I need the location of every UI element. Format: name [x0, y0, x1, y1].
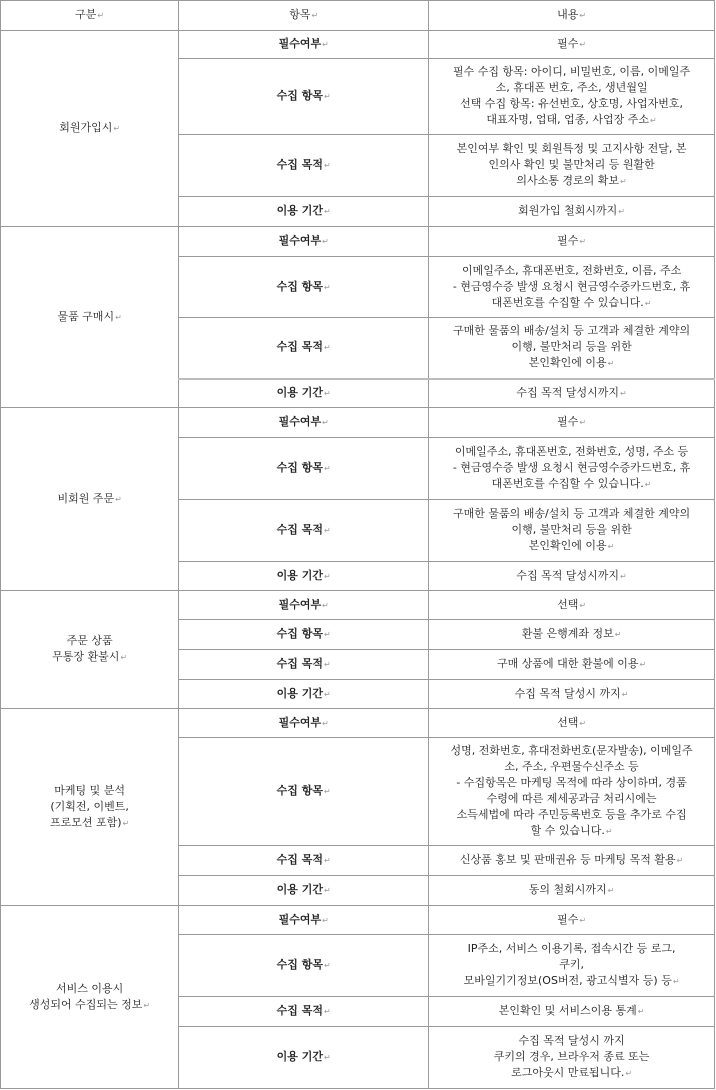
- category-cell: [1, 709, 179, 906]
- category-line: 서비스 이용시: [55, 981, 124, 995]
- item-label-line: 수집 항목↵: [276, 784, 331, 797]
- item-label-line: 필수여부↵: [278, 597, 329, 611]
- item-label-cell: [179, 31, 429, 59]
- content-line: 대폰번호를 수집할 수 있습니다.↵: [491, 477, 652, 490]
- period-value-cell: [429, 1027, 715, 1089]
- item-label-cell: [179, 318, 429, 379]
- content-line: 성명, 전화번호, 휴대전화번호(문자발송), 이메일주: [450, 744, 693, 757]
- item-label-line: 수집 항목↵: [276, 279, 331, 293]
- item-label-cell: [179, 408, 429, 438]
- category-cell: [1, 227, 179, 408]
- purpose-value-cell: [429, 135, 715, 197]
- collect-items-value-cell: [429, 257, 715, 318]
- category-line: 프로모션 포함)↵: [49, 815, 130, 829]
- content-line: 소, 휴대폰 번호, 주소, 생년월일: [495, 81, 648, 94]
- content-line: - 수집항목은 마케팅 목적에 따라 상이하며, 경품: [456, 776, 687, 789]
- content-line: 로그아웃시 만료됩니다.↵: [511, 1066, 633, 1079]
- item-label-line: 필수여부↵: [278, 37, 329, 50]
- table-body: [1, 31, 715, 1089]
- content-line: 이행, 불만처리 등을 위한: [511, 523, 632, 536]
- content-line: 소득세법에 따라 주민등록번호 등을 추가로 수집: [456, 808, 687, 821]
- table-row: [1, 227, 715, 257]
- period-value-cell: [429, 197, 715, 227]
- table-row: [1, 31, 715, 59]
- category-cell: [1, 906, 179, 1089]
- period-value-cell: [429, 876, 715, 906]
- content-line: 수령에 따른 제세공과금 처리시에는: [486, 792, 657, 805]
- content-line: 모바일기기정보(OS버전, 광고식별자 등) 등↵: [463, 974, 680, 987]
- content-line: 필수↵: [557, 37, 587, 50]
- item-label-cell: [179, 197, 429, 227]
- content-line: 선택 수집 항목: 유선번호, 상호명, 사업자번호,: [460, 97, 684, 110]
- table-row: [1, 709, 715, 738]
- item-label-cell: [179, 591, 429, 620]
- content-line: 할 수 있습니다.↵: [530, 824, 613, 837]
- content-line: 본인확인에 이용↵: [528, 539, 615, 552]
- content-line: 수집 목적 달성시 까지: [518, 1034, 625, 1047]
- content-line: 선택↵: [557, 715, 587, 729]
- table-header-row: [1, 1, 715, 31]
- item-label-cell: [179, 620, 429, 650]
- collect-items-value-cell: [429, 620, 715, 650]
- category-line: 생성되어 수집되는 정보↵: [29, 997, 151, 1011]
- header-content: 내용↵: [429, 1, 715, 31]
- item-label-line: 수집 항목↵: [276, 461, 331, 474]
- item-label-cell: [179, 680, 429, 709]
- collect-items-value-cell: [429, 738, 715, 846]
- item-label-cell: [179, 846, 429, 876]
- item-label-line: 수집 목적↵: [276, 1004, 331, 1017]
- content-line: 동의 철회시까지↵: [528, 883, 615, 896]
- content-line: 구매한 물품의 배송/설치 등 고객과 체결한 계약의: [452, 324, 691, 338]
- item-label-cell: [179, 650, 429, 680]
- content-line: 환불 은행계좌 정보↵: [521, 627, 622, 640]
- required-value-cell: [429, 227, 715, 257]
- category-cell: [1, 31, 179, 227]
- content-line: - 현금영수증 발생 요청시 현금영수증카드번호, 휴: [452, 461, 691, 474]
- item-label-line: 수집 목적↵: [276, 340, 331, 354]
- item-label-cell: [179, 59, 429, 135]
- item-label-line: 이용 기간↵: [276, 385, 331, 399]
- required-value-cell: [429, 408, 715, 438]
- purpose-value-cell: [429, 500, 715, 562]
- purpose-value-cell: [429, 318, 715, 379]
- item-label-cell: [179, 935, 429, 997]
- item-label-line: 필수여부↵: [278, 415, 329, 428]
- content-line: 구매한 물품의 배송/설치 등 고객과 체결한 계약의: [452, 507, 691, 520]
- required-value-cell: [429, 591, 715, 620]
- item-label-cell: [179, 135, 429, 197]
- item-label-line: 필수여부↵: [278, 715, 329, 729]
- content-line: 이행, 불만처리 등을 위한: [511, 340, 632, 354]
- header-category: 구분↵: [1, 1, 179, 31]
- collect-items-value-cell: [429, 59, 715, 135]
- purpose-value-cell: [429, 650, 715, 680]
- content-line: 필수↵: [557, 234, 587, 247]
- category-line: 무통장 환불시↵: [52, 650, 128, 663]
- content-line: 수집 목적 달성시까지↵: [516, 568, 627, 582]
- category-line: 마케팅 및 분석: [54, 783, 125, 797]
- content-line: 수집 목적 달성시 까지↵: [514, 686, 629, 700]
- purpose-value-cell: [429, 846, 715, 876]
- item-label-line: 수집 목적↵: [276, 657, 331, 670]
- item-label-cell: [179, 379, 429, 408]
- content-line: 쿠키의 경우, 브라우저 종료 또는: [493, 1050, 650, 1063]
- header-item: 항목↵: [179, 1, 429, 31]
- item-label-line: 수집 목적↵: [276, 158, 331, 171]
- item-label-cell: [179, 227, 429, 257]
- item-label-line: 이용 기간↵: [276, 883, 331, 896]
- collect-items-value-cell: [429, 438, 715, 500]
- item-label-line: 수집 목적↵: [276, 523, 331, 536]
- item-label-line: 이용 기간↵: [276, 568, 331, 582]
- content-line: 의사소통 경로의 확보↵: [516, 174, 627, 187]
- content-line: 회원가입 철회시까지↵: [518, 204, 625, 217]
- item-label-cell: [179, 738, 429, 846]
- item-label-line: 이용 기간↵: [276, 1050, 331, 1063]
- item-label-cell: [179, 562, 429, 591]
- category-cell: [1, 408, 179, 591]
- category-line: 회원가입시↵: [59, 121, 121, 134]
- content-line: 소, 주소, 우편물수신주소 등: [504, 760, 639, 773]
- item-label-line: 필수여부↵: [278, 912, 329, 926]
- required-value-cell: [429, 31, 715, 59]
- content-line: 필수↵: [557, 912, 587, 926]
- content-line: 수집 목적 달성시까지↵: [516, 385, 627, 399]
- content-line: 본인확인 및 서비스이용 통계↵: [498, 1004, 645, 1017]
- item-label-line: 수집 항목↵: [276, 958, 331, 971]
- item-label-cell: [179, 906, 429, 935]
- table-row: [1, 591, 715, 620]
- required-value-cell: [429, 709, 715, 738]
- content-line: 선택↵: [557, 597, 587, 611]
- content-line: 본인여부 확인 및 회원특정 및 고지사항 전달, 본: [456, 142, 687, 155]
- content-line: 구매 상품에 대한 환불에 이용↵: [496, 657, 647, 670]
- table-row: [1, 408, 715, 438]
- content-line: 필수 수집 항목: 아이디, 비밀번호, 이름, 이메일주: [453, 65, 691, 78]
- content-line: 대표자명, 업태, 업종, 사업장 주소↵: [486, 113, 657, 126]
- category-line: 비회원 주문↵: [57, 491, 122, 505]
- item-label-cell: [179, 709, 429, 738]
- item-label-cell: [179, 500, 429, 562]
- content-line: 본인확인에 이용↵: [528, 356, 615, 370]
- item-label-line: 이용 기간↵: [276, 686, 331, 700]
- item-label-line: 수집 항목↵: [276, 89, 331, 102]
- content-line: 이메일주소, 휴대폰번호, 전화번호, 이름, 주소: [461, 263, 682, 277]
- table-row: [1, 906, 715, 935]
- category-line: 주문 상품: [66, 634, 113, 647]
- period-value-cell: [429, 680, 715, 709]
- content-line: 인의사 확인 및 불만처리 등 원활한: [488, 158, 655, 171]
- item-label-cell: [179, 997, 429, 1027]
- item-label-line: 수집 목적↵: [276, 853, 331, 866]
- collect-items-value-cell: [429, 935, 715, 997]
- item-label-cell: [179, 1027, 429, 1089]
- item-label-cell: [179, 438, 429, 500]
- item-label-cell: [179, 876, 429, 906]
- category-line: 물품 구매시↵: [57, 309, 122, 323]
- content-line: 이메일주소, 휴대폰번호, 전화번호, 성명, 주소 등: [454, 445, 689, 458]
- purpose-value-cell: [429, 997, 715, 1027]
- period-value-cell: [429, 379, 715, 408]
- required-value-cell: [429, 906, 715, 935]
- item-label-line: 수집 항목↵: [276, 627, 331, 640]
- item-label-line: 이용 기간↵: [276, 204, 331, 217]
- item-label-cell: [179, 257, 429, 318]
- content-line: 필수↵: [557, 415, 587, 428]
- content-line: 대폰번호를 수집할 수 있습니다.↵: [491, 295, 652, 309]
- content-line: 신상품 홍보 및 판매권유 등 마케팅 목적 활용↵: [459, 853, 684, 866]
- category-line: (기획전, 이벤트,: [50, 799, 129, 813]
- item-label-line: 필수여부↵: [278, 234, 329, 247]
- content-line: 쿠키,: [559, 958, 584, 971]
- content-line: IP주소, 서비스 이용기록, 접속시간 등 로그,: [467, 942, 676, 955]
- content-line: - 현금영수증 발생 요청시 현금영수증카드번호, 휴: [452, 279, 691, 293]
- category-cell: [1, 591, 179, 709]
- period-value-cell: [429, 562, 715, 591]
